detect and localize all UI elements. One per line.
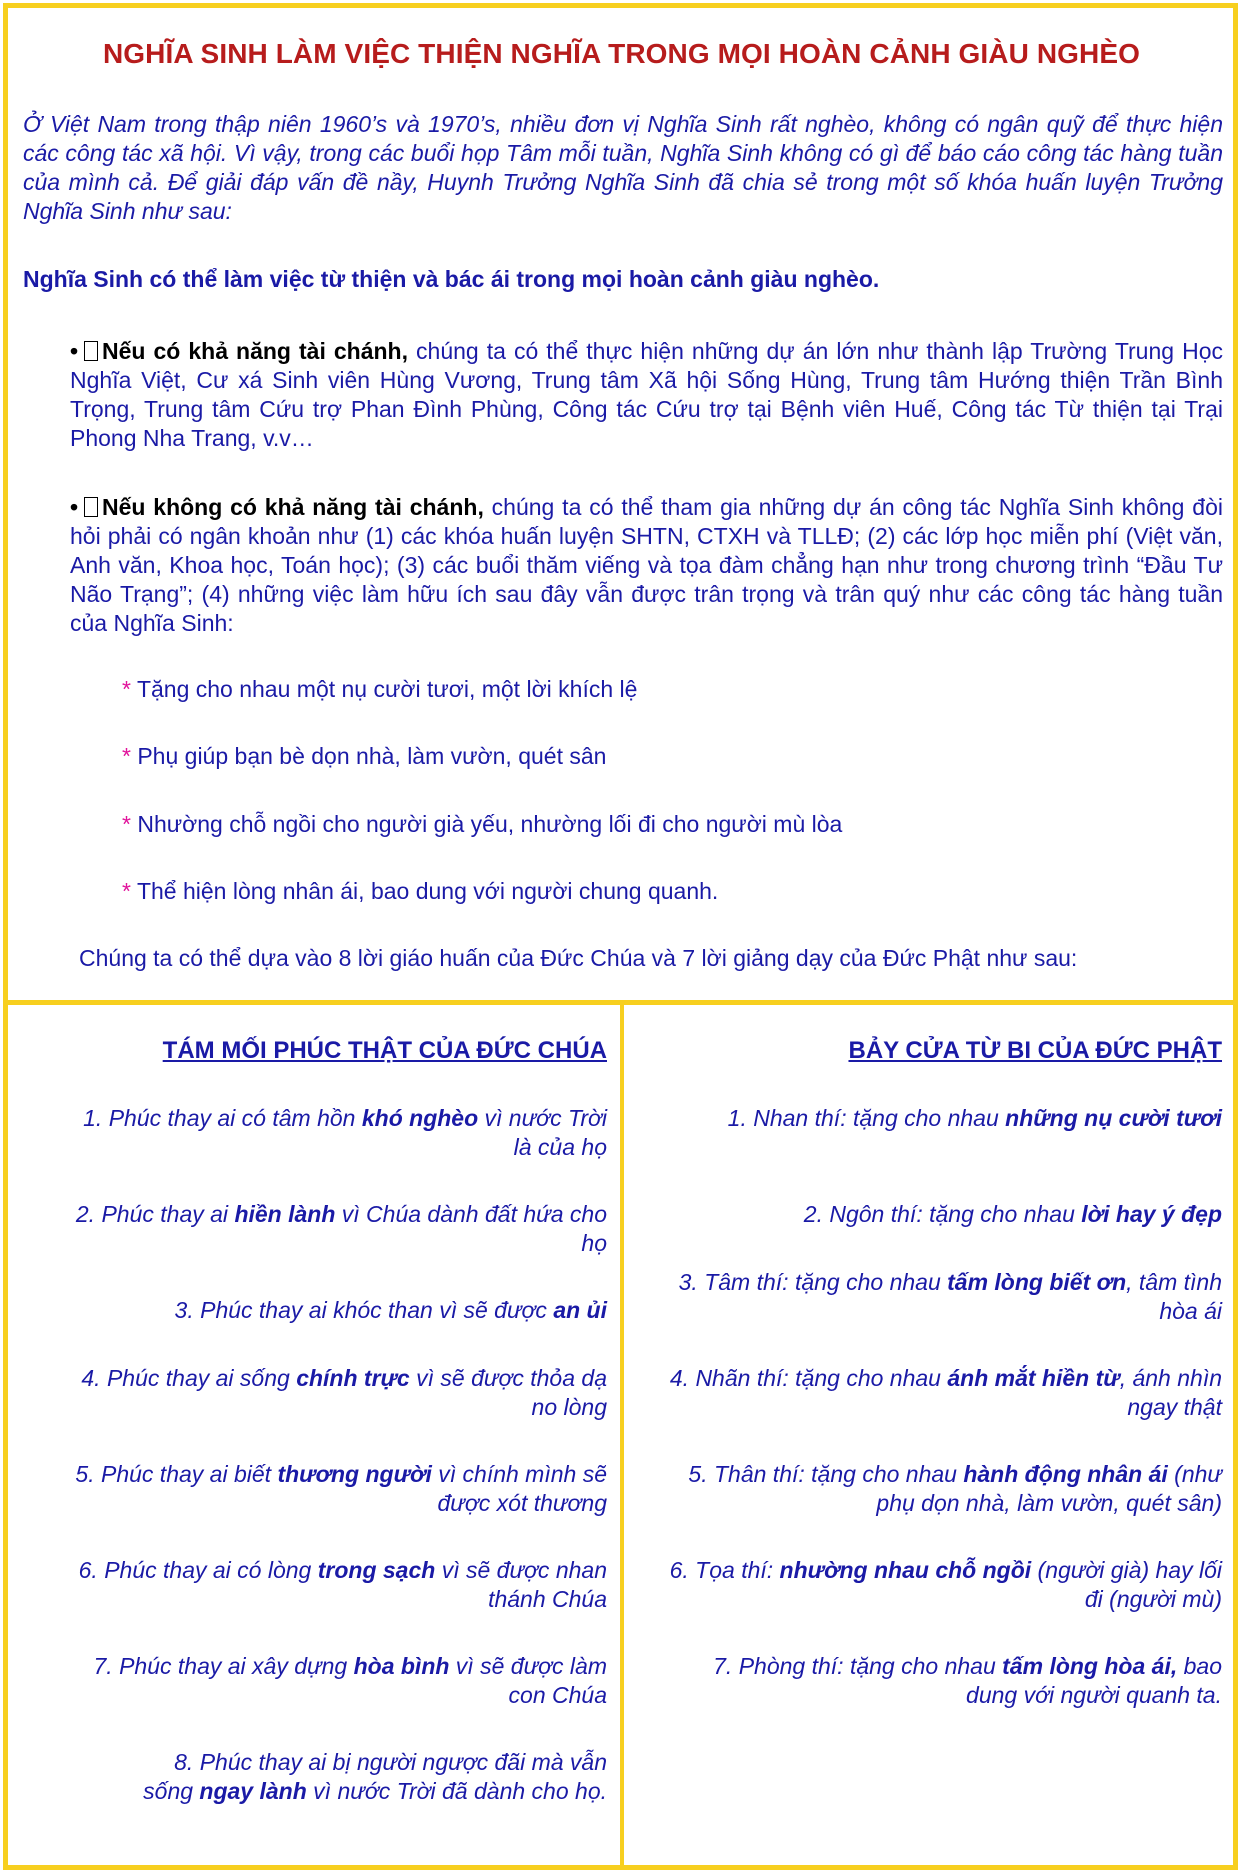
beatitudes-heading: TÁM MỐI PHÚC THẬT CỦA ĐỨC CHÚA — [162, 1037, 607, 1064]
compassion-item: 6. Tọa thí: nhường nhau chỗ ngồi (người già) hay lối đi (người mù) — [669, 1557, 1222, 1612]
action-text: Phụ giúp bạn bè dọn nhà, làm vườn, quét sân — [137, 743, 607, 769]
action-item — [122, 811, 842, 838]
beatitude-item: 7. Phúc thay ai xây dựng hòa bình vì sẽ được làm con Chúa — [93, 1653, 607, 1708]
bullet-nonfinancial — [70, 493, 1223, 638]
action-item — [122, 878, 718, 905]
bullet-heading: Nếu không có khả năng tài chánh, — [102, 494, 484, 520]
bullet-text: chúng ta có thể thực hiện những dự án lớn như thành lập Trường Trung Học Nghĩa Việt, Cư xá Sinh viên Hùng Vương, Trung tâm Xã hội Sống Hùng, Trung tâm Hướng thiện Trần Bình Trọng, Trung tâm Cứu trợ Phan Đình Phùng, Công tác Cứu trợ tại Bệnh viên Huế, Công tác Từ thiện tại Trại Phong Nha Trang, v.v… — [70, 338, 1223, 451]
action-item — [122, 743, 606, 770]
action-text: Nhường chỗ ngồi cho người già yếu, nhường lối đi cho người mù lòa — [137, 811, 843, 837]
bullet-heading: Nếu có khả năng tài chánh, — [102, 338, 408, 364]
beatitude-item: 5. Phúc thay ai biết thương người vì chính mình sẽ được xót thương — [75, 1461, 607, 1516]
compassion-item: 7. Phòng thí: tặng cho nhau tấm lòng hòa ái, bao dung với người quanh ta. — [713, 1653, 1222, 1708]
action-text: Tặng cho nhau một nụ cười tươi, một lời khích lệ — [136, 676, 638, 702]
star-marker: * — [122, 878, 131, 904]
action-item — [122, 676, 637, 703]
bullet-icon: • — [70, 338, 79, 364]
compassion-item: 2. Ngôn thí: tặng cho nhau lời hay ý đẹp — [803, 1201, 1222, 1227]
beatitude-item: 1. Phúc thay ai có tâm hồn khó nghèo vì nước Trời là của họ — [83, 1105, 607, 1160]
compassion-heading: BẢY CỬA TỪ BI CỦA ĐỨC PHẬT — [848, 1037, 1222, 1064]
beatitude-item: 6. Phúc thay ai có lòng trong sạch vì sẽ được nhan thánh Chúa — [78, 1557, 607, 1612]
beatitude-item: 2. Phúc thay ai hiền lành vì Chúa dành đất hứa cho họ — [75, 1201, 607, 1256]
compassion-item: 1. Nhan thí: tặng cho nhau những nụ cười tươi — [727, 1105, 1222, 1131]
star-marker: * — [122, 811, 131, 837]
checkbox-glyph-icon — [84, 497, 98, 517]
beatitude-item: 8. Phúc thay ai bị người ngược đãi mà vẫn sống ngay lành vì nước Trời đã dành cho họ. — [143, 1749, 607, 1804]
star-marker: * — [122, 743, 131, 769]
checkbox-glyph-icon — [84, 341, 98, 361]
beatitude-item: 3. Phúc thay ai khóc than vì sẽ được an ủi — [174, 1297, 607, 1323]
compassion-item: 3. Tâm thí: tặng cho nhau tấm lòng biết ơn, tâm tình hòa ái — [678, 1269, 1222, 1324]
bullet-financial — [70, 337, 1223, 453]
column-divider — [620, 1000, 624, 1870]
star-marker: * — [122, 676, 131, 702]
bullet-icon: • — [70, 494, 79, 520]
bullet-text: chúng ta có thể tham gia những dự án công tác Nghĩa Sinh không đòi hỏi phải có ngân khoản như (1) các khóa huấn luyện SHTN, CTXH và TLLĐ; (2) các lớp học miễn phí (Việt văn, Anh văn, Khoa học, Toán học); (3) các buổi thăm viếng và tọa đàm chẳng hạn như trong chương trình “Đầu Tư Não Trạng”; (4) những việc làm hữu ích sau đây vẫn được trân trọng và trân quý như các công tác hàng tuần của Nghĩa Sinh: — [70, 494, 1223, 636]
beatitude-item: 4. Phúc thay ai sống chính trực vì sẽ được thỏa dạ no lòng — [81, 1365, 607, 1420]
closing-statement: Chúng ta có thể dựa vào 8 lời giáo huấn của Đức Chúa và 7 lời giảng dạy của Đức Phật như sau: — [79, 945, 1078, 971]
compassion-item: 5. Thân thí: tặng cho nhau hành động nhân ái (như phụ dọn nhà, làm vườn, quét sân) — [688, 1461, 1222, 1516]
compassion-item: 4. Nhãn thí: tặng cho nhau ánh mắt hiền từ, ánh nhìn ngay thật — [669, 1365, 1222, 1420]
lead-statement: Nghĩa Sinh có thể làm việc từ thiện và bác ái trong mọi hoàn cảnh giàu nghèo. — [23, 266, 880, 292]
action-text: Thể hiện lòng nhân ái, bao dung với người chung quanh. — [136, 878, 719, 904]
page-title: NGHĨA SINH LÀM VIỆC THIỆN NGHĨA TRONG MỌI HOÀN CẢNH GIÀU NGHÈO — [102, 38, 1141, 69]
intro-paragraph: Ở Việt Nam trong thập niên 1960’s và 1970’s, nhiều đơn vị Nghĩa Sinh rất nghèo, không có ngân quỹ để thực hiện các công tác xã hội. Vì vậy, trong các buổi họp Tâm mỗi tuần, Nghĩa Sinh không có gì để báo cáo công tác hàng tuần của mình cả. Để giải đáp vấn đề nầy, Huynh Trưởng Nghĩa Sinh đã chia sẻ trong một số khóa huấn luyện Trưởng Nghĩa Sinh như sau: — [23, 111, 1223, 224]
